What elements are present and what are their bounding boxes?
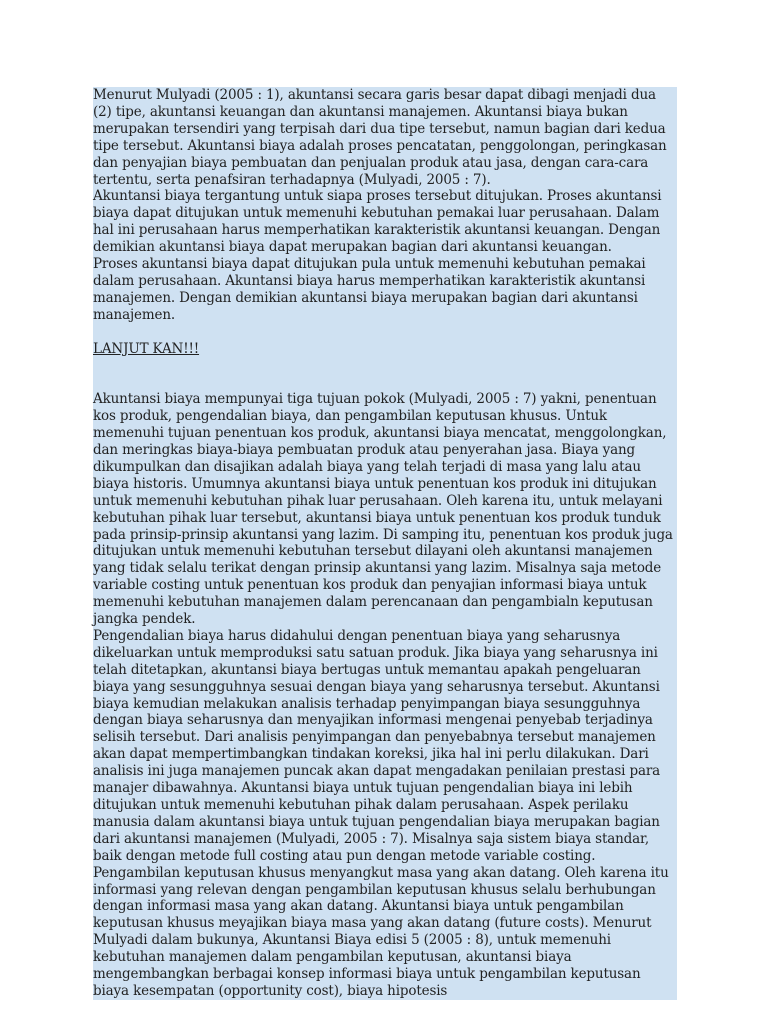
blank-line (93, 357, 677, 374)
highlighted-text-block (93, 87, 677, 999)
lanjut-kan-link[interactable]: LANJUT KAN!!! (93, 341, 677, 358)
paragraph-akuntansi-manajemen: Proses akuntansi biaya dapat ditujukan pula untuk memenuhi kebutuhan pemakai dalam perusahaan. Akuntansi biaya harus memperhatikan karakteristik akuntansi manajemen. Dengan demikian akuntansi biaya merupakan bagian dari akuntansi manajemen. (93, 256, 677, 324)
paragraph-akuntansi-definition: Menurut Mulyadi (2005 : 1), akuntansi secara garis besar dapat dibagi menjadi dua (2) tipe, akuntansi keuangan dan akuntansi manajemen. Akuntansi biaya bukan merupakan tersendiri yang terpisah dari dua tipe tersebut, namun bagian dari kedua tipe tersebut. Akuntansi biaya adalah proses pencatatan, penggolongan, peringkasan dan penyajian biaya pembuatan dan penjualan produk atau jasa, dengan cara-cara tertentu, serta penafsiran terhadapnya (Mulyadi, 2005 : 7). (93, 87, 677, 188)
blank-line (93, 324, 677, 341)
paragraph-pengendalian-biaya: Pengendalian biaya harus didahului dengan penentuan biaya yang seharusnya dikeluarkan untuk memproduksi satu satuan produk. Jika biaya yang seharusnya ini telah ditetapkan, akuntansi biaya bertugas untuk memantau apakah pengeluaran biaya yang sesungguhnya sesuai dengan biaya yang seharusnya tersebut. Akuntansi biaya kemudian melakukan analisis terhadap penyimpangan biaya sesungguhnya dengan biaya seharusnya dan menyajikan informasi mengenai penyebab terjadinya selisih tersebut. Dari analisis penyimpangan dan penyebabnya tersebut manajemen akan dapat mempertimbangkan tindakan koreksi, jika hal ini perlu dilakukan. Dari analisis ini juga manajemen puncak akan dapat mengadakan penilaian prestasi para manajer dibawahnya. Akuntansi biaya untuk tujuan pengendalian biaya ini lebih ditujukan untuk memenuhi kebutuhan pihak dalam perusahaan. Aspek perilaku manusia dalam akuntansi biaya untuk tujuan pengendalian biaya merupakan bagian dari akuntansi manajemen (Mulyadi, 2005 : 7). Misalnya saja sistem biaya standar, baik dengan metode full costing atau pun dengan metode variable costing. (93, 628, 677, 865)
document-body (93, 87, 677, 999)
paragraph-pengambilan-keputusan: Pengambilan keputusan khusus menyangkut masa yang akan datang. Oleh karena itu informasi yang relevan dengan pengambilan keputusan khusus selalu berhubungan dengan informasi masa yang akan datang. Akuntansi biaya untuk pengambilan keputusan khusus meyajikan biaya masa yang akan datang (future costs). Menurut Mulyadi dalam bukunya, Akuntansi Biaya edisi 5 (2005 : 8), untuk memenuhi kebutuhan manajemen dalam pengambilan keputusan, akuntansi biaya mengembangkan berbagai konsep informasi biaya untuk pengambilan keputusan biaya kesempatan (opportunity cost), biaya hipotesis (93, 865, 677, 1000)
blank-line (93, 374, 677, 391)
paragraph-tujuan-pokok: Akuntansi biaya mempunyai tiga tujuan pokok (Mulyadi, 2005 : 7) yakni, penentuan kos produk, pengendalian biaya, dan pengambilan keputusan khusus. Untuk memenuhi tujuan penentuan kos produk, akuntansi biaya mencatat, menggolongkan, dan meringkas biaya-biaya pembuatan produk atau penyerahan jasa. Biaya yang dikumpulkan dan disajikan adalah biaya yang telah terjadi di masa yang lalu atau biaya historis. Umumnya akuntansi biaya untuk penentuan kos produk ini ditujukan untuk memenuhi kebutuhan pihak luar perusahaan. Oleh karena itu, untuk melayani kebutuhan pihak luar tersebut, akuntansi biaya untuk penentuan kos produk tunduk pada prinsip-prinsip akuntansi yang lazim. Di samping itu, penentuan kos produk juga ditujukan untuk memenuhi kebutuhan tersebut dilayani oleh akuntansi manajemen yang tidak selalu terikat dengan prinsip akuntansi yang lazim. Misalnya saja metode variable costing untuk penentuan kos produk dan penyajian informasi biaya untuk memenuhi kebutuhan manajemen dalam perencanaan dan pengambialn keputusan jangka pendek. (93, 391, 677, 628)
paragraph-akuntansi-keuangan: Akuntansi biaya tergantung untuk siapa proses tersebut ditujukan. Proses akuntansi biaya dapat ditujukan untuk memenuhi kebutuhan pemakai luar perusahaan. Dalam hal ini perusahaan harus memperhatikan karakteristik akuntansi keuangan. Dengan demikian akuntansi biaya dapat merupakan bagian dari akuntansi keuangan. (93, 188, 677, 256)
